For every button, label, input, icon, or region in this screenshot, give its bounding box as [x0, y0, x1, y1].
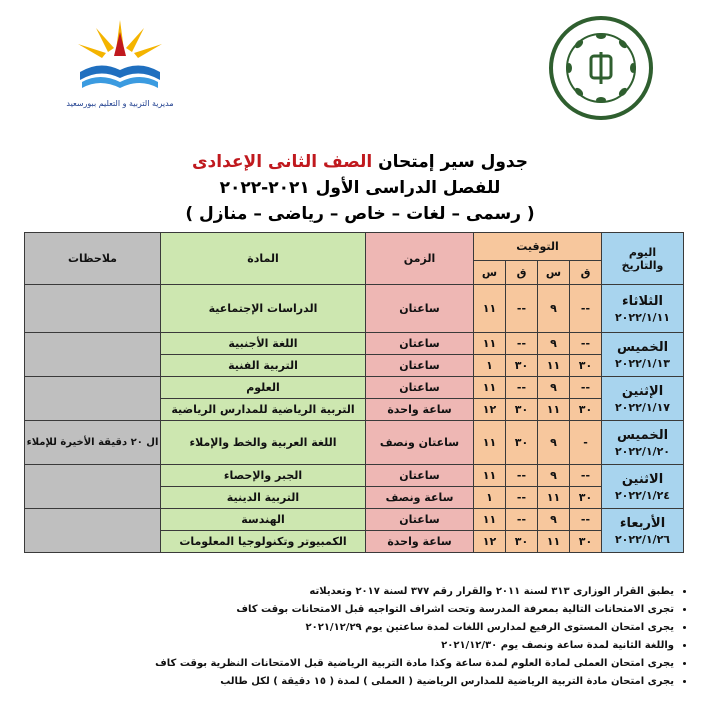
day-date-header: اليوم والتاريخ: [602, 233, 684, 285]
note: ال ٢٠ دقيقة الأخيرة للإملاء: [25, 421, 161, 465]
subject: التربية الدينية: [161, 487, 366, 509]
to-hours: ١١: [474, 509, 506, 531]
subject-header: المادة: [161, 233, 366, 285]
day-cell: الاثنين ٢٠٢٢/١/٢٤: [602, 465, 684, 509]
day-cell: الخميس ٢٠٢٢/١/١٣: [602, 333, 684, 377]
to-minutes: ٣٠: [506, 531, 538, 553]
day-cell: الخميس ٢٠٢٢/١/٢٠: [602, 421, 684, 465]
day-cell: الثلاثاء ٢٠٢٢/١/١١: [602, 285, 684, 333]
subject: اللغة الأجنبية: [161, 333, 366, 355]
list-item: • يجرى امتحان المستوى الرفيع لمدارس اللغات لمدة ساعتين يوم ٢٠٢١/١٢/٢٩: [70, 622, 674, 634]
from-hours: ٩: [538, 377, 570, 399]
table-row: [25, 377, 684, 399]
instructions-list: [70, 586, 690, 694]
subject: التربية الفنية: [161, 355, 366, 377]
duration: ساعتان: [366, 285, 474, 333]
duration: ساعتان: [366, 355, 474, 377]
list-item: • تجرى الامتحانات التالية بمعرفة المدرسة وتحت اشراف التواجيه قبل الامتحانات بوقت كاف: [70, 604, 674, 616]
from-hours-header: س: [538, 261, 570, 285]
to-minutes: ٣٠: [506, 399, 538, 421]
from-minutes: --: [570, 509, 602, 531]
to-minutes-header: ق: [506, 261, 538, 285]
schedule-title: جدول سير إمتحان الصف الثانى الإعدادى: [191, 152, 529, 172]
to-hours: ١١: [474, 421, 506, 465]
table-row: [25, 285, 684, 333]
subject: الهندسة: [161, 509, 366, 531]
school-types-subtitle: ( رسمى – لغات – خاص – رياضى – منازل ): [185, 204, 535, 224]
to-minutes: --: [506, 285, 538, 333]
timing-header: التوقيت: [474, 233, 602, 261]
table-row: [25, 421, 684, 465]
list-item: • يطبق القرار الوزارى ٣١٣ لسنة ٢٠١١ والقرار رقم ٣٧٧ لسنة ٢٠١٧ وتعديلاته: [70, 586, 674, 598]
to-hours: ١: [474, 355, 506, 377]
from-hours: ٩: [538, 509, 570, 531]
port-said-governorate-seal: [545, 12, 657, 124]
from-minutes: --: [570, 465, 602, 487]
list-item: • يجرى امتحان العملى لمادة العلوم لمدة ساعة وكذا مادة التربية الرياضية قبل الامتحانات النظرية بوقت كاف: [70, 658, 674, 670]
subject: الجبر والإحصاء: [161, 465, 366, 487]
duration: ساعة ونصف: [366, 487, 474, 509]
grade-name: الصف الثانى الإعدادى: [191, 152, 373, 172]
duration: ساعتان: [366, 377, 474, 399]
table-row: [25, 465, 684, 487]
from-minutes: --: [570, 285, 602, 333]
from-minutes: ٣٠: [570, 399, 602, 421]
duration: ساعتان: [366, 333, 474, 355]
from-hours: ٩: [538, 421, 570, 465]
from-minutes: ٣٠: [570, 355, 602, 377]
from-minutes: -: [570, 421, 602, 465]
to-minutes: --: [506, 487, 538, 509]
from-minutes: --: [570, 377, 602, 399]
note: [25, 465, 161, 509]
to-minutes: --: [506, 509, 538, 531]
to-minutes: --: [506, 465, 538, 487]
from-hours: ١١: [538, 487, 570, 509]
from-hours: ٩: [538, 465, 570, 487]
note: [25, 333, 161, 377]
list-item: • يجرى امتحان مادة التربية الرياضية للمدارس الرياضية ( العملى ) لمدة ( ١٥ دقيقة ) لكل طالب: [70, 676, 674, 688]
note: [25, 509, 161, 553]
subject: الدراسات الإجتماعية: [161, 285, 366, 333]
to-minutes: --: [506, 333, 538, 355]
duration: ساعتان: [366, 465, 474, 487]
duration: ساعة واحدة: [366, 531, 474, 553]
list-item: • واللغة الثانية لمدة ساعة ونصف يوم ٢٠٢١/١٢/٣٠: [70, 640, 674, 652]
day-cell: الأربعاء ٢٠٢٢/١/٢٦: [602, 509, 684, 553]
table-row: [25, 333, 684, 355]
from-hours: ٩: [538, 333, 570, 355]
svg-text:مديرية التربية و التعليم ببورس: مديرية التربية و التعليم ببورسعيد: [66, 99, 174, 108]
to-hours: ١١: [474, 465, 506, 487]
note: [25, 377, 161, 421]
from-minutes: --: [570, 333, 602, 355]
from-hours: ٩: [538, 285, 570, 333]
to-hours: ١٢: [474, 399, 506, 421]
to-minutes: ٣٠: [506, 421, 538, 465]
to-hours: ١١: [474, 377, 506, 399]
education-directorate-logo: [60, 10, 180, 120]
duration: ساعتان ونصف: [366, 421, 474, 465]
from-hours: ١١: [538, 399, 570, 421]
to-minutes: ٣٠: [506, 355, 538, 377]
from-minutes: ٣٠: [570, 531, 602, 553]
note: [25, 285, 161, 333]
term-subtitle: للفصل الدراسى الأول ٢٠٢١-٢٠٢٢: [219, 178, 501, 198]
to-hours: ١١: [474, 285, 506, 333]
subject: الكمبيوتر وتكنولوجيا المعلومات: [161, 531, 366, 553]
from-minutes: ٣٠: [570, 487, 602, 509]
from-minutes-header: ق: [570, 261, 602, 285]
table-row: [25, 509, 684, 531]
to-hours: ١٢: [474, 531, 506, 553]
subject: العلوم: [161, 377, 366, 399]
day-cell: الإثنين ٢٠٢٢/١/١٧: [602, 377, 684, 421]
from-hours: ١١: [538, 531, 570, 553]
duration: ساعة واحدة: [366, 399, 474, 421]
duration: ساعتان: [366, 509, 474, 531]
to-minutes: --: [506, 377, 538, 399]
to-hours-header: س: [474, 261, 506, 285]
to-hours: ١: [474, 487, 506, 509]
subject: التربية الرياضية للمدارس الرياضية: [161, 399, 366, 421]
subject: اللغة العربية والخط والإملاء: [161, 421, 366, 465]
duration-header: الزمن: [366, 233, 474, 285]
from-hours: ١١: [538, 355, 570, 377]
notes-header: ملاحظات: [25, 233, 161, 285]
exam-schedule-table: [24, 232, 684, 553]
to-hours: ١١: [474, 333, 506, 355]
